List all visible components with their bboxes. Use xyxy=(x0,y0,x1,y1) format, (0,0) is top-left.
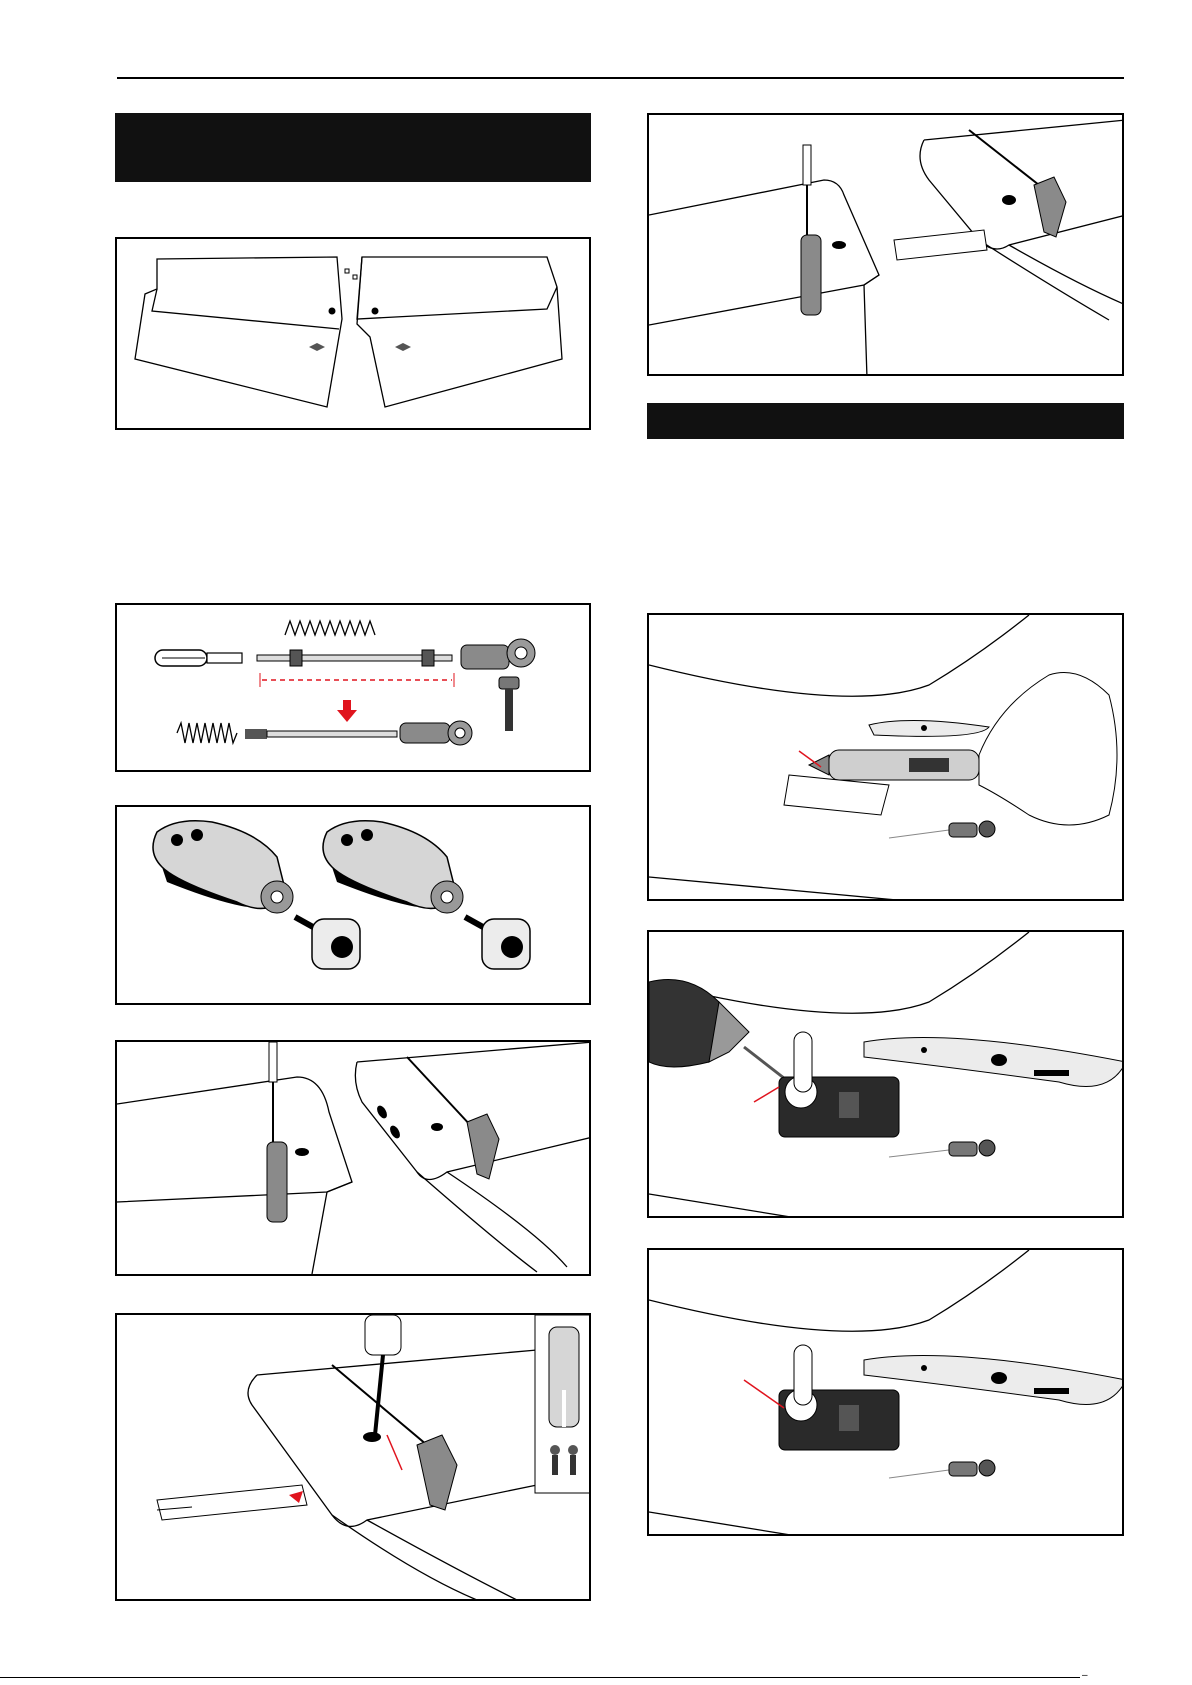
wing-panels-figure xyxy=(115,237,591,430)
inset-panel xyxy=(535,1315,591,1493)
drill xyxy=(649,980,789,1083)
ball-link xyxy=(889,1460,995,1478)
section-banner-right xyxy=(647,403,1124,439)
ball-link-part xyxy=(461,639,535,669)
footer-rule xyxy=(0,1677,1080,1678)
servo-drill-figure xyxy=(647,930,1124,1218)
hobby-knife xyxy=(809,750,979,780)
balsa-sheet xyxy=(784,775,889,815)
horn-right xyxy=(969,130,1066,237)
servo-cutout-illustration xyxy=(649,615,1124,901)
wing-section xyxy=(869,720,989,736)
horn-install-illustration xyxy=(117,1042,591,1276)
horn-right xyxy=(407,1057,499,1179)
servo-mount-figure xyxy=(647,1248,1124,1536)
spring-part xyxy=(285,621,375,635)
bolt-part xyxy=(499,677,519,731)
horn-left xyxy=(267,1042,309,1222)
servo-mount-illustration xyxy=(649,1250,1124,1536)
wing-panels-illustration xyxy=(117,239,591,430)
horn-screw-figure xyxy=(115,1313,591,1601)
hinge-plate xyxy=(157,1485,307,1520)
servo-cutout-figure xyxy=(647,613,1124,901)
gloved-hand xyxy=(979,673,1117,826)
control-horn xyxy=(332,1365,457,1510)
ball-link xyxy=(889,1140,995,1157)
section-banner-left xyxy=(115,113,591,182)
screwdriver xyxy=(363,1315,401,1442)
header-rule xyxy=(117,77,1124,79)
horn-install-figure xyxy=(115,1040,591,1276)
down-arrow-icon xyxy=(337,700,357,722)
threaded-rod-part xyxy=(257,650,452,666)
assembled-linkage xyxy=(177,721,472,745)
control-horns-illustration xyxy=(117,807,591,1005)
wing-joiner-illustration xyxy=(649,115,1124,376)
joiner-plate xyxy=(894,230,987,260)
horn-screw-illustration xyxy=(117,1315,591,1601)
linkage-parts-illustration xyxy=(117,605,591,772)
linkage-parts-figure xyxy=(115,603,591,772)
control-horns-figure xyxy=(115,805,591,1005)
ball-link xyxy=(889,821,995,838)
clevis-part xyxy=(155,650,242,666)
page-margin-mark: – xyxy=(1082,1670,1088,1681)
wing-joiner-figure xyxy=(647,113,1124,376)
servo-drill-illustration xyxy=(649,932,1124,1218)
